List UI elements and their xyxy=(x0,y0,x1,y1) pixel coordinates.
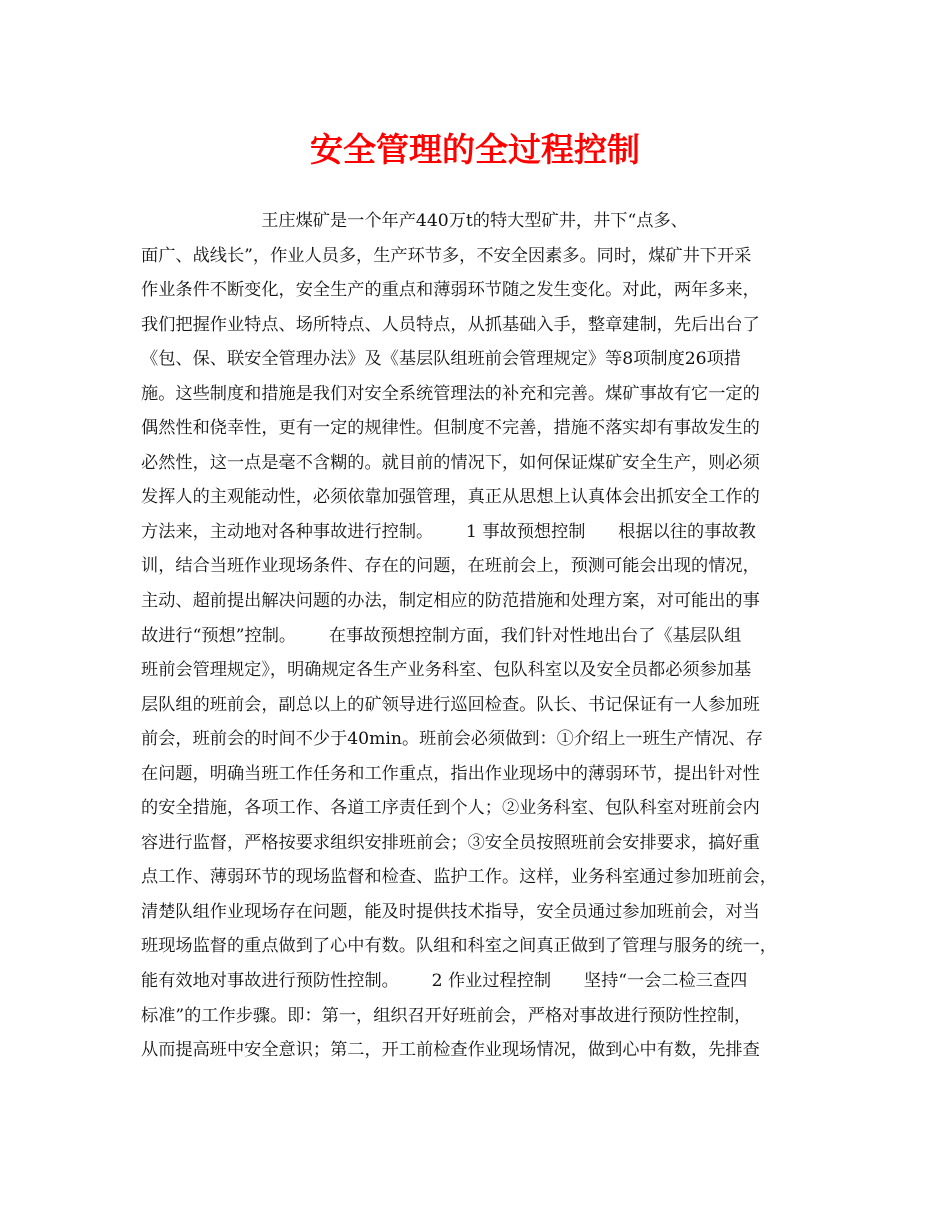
text-line: 施。这些制度和措施是我们对安全系统管理法的补充和完善。煤矿事故有它一定的 xyxy=(141,383,760,404)
text-line: 从而提高班中安全意识；第二，开工前检查作业现场情况，做到心中有数，先排查 xyxy=(141,1040,760,1061)
text-line: 标准”的工作步骤。即：第一，组织召开好班前会，严格对事故进行预防性控制， xyxy=(141,1005,752,1026)
text-line: 必然性，这一点是毫不含糊的。就目前的情况下，如何保证煤矿安全生产，则必须 xyxy=(141,452,760,473)
text-line: 层队组的班前会，副总以上的矿领导进行巡回检查。队长、书记保证有一人参加班 xyxy=(141,694,760,715)
text-line: 故进行“预想”控制。 在事故预想控制方面，我们针对性地出台了《基层队组 xyxy=(141,625,742,646)
body-text xyxy=(141,204,831,1068)
text-line: 班前会管理规定》，明确规定各生产业务科室、包队科室以及安全员都必须参加基 xyxy=(141,660,752,681)
text-line: 班现场监督的重点做到了心中有数。队组和科室之间真正做到了管理与服务的统一， xyxy=(141,936,777,957)
text-line: 王庄煤矿是一个年产440万t的特大型矿井，井下“点多、 xyxy=(141,211,688,231)
text-line: 在问题，明确当班工作任务和工作重点，指出作业现场中的薄弱环节，提出针对性 xyxy=(141,763,760,784)
text-line: 前会，班前会的时间不少于40min。班前会必须做到：①介绍上一班生产情况、存 xyxy=(141,729,763,750)
text-line: 的安全措施，各项工作、各道工序责任到个人；②业务科室、包队科室对班前会内 xyxy=(141,798,760,819)
text-line: 点工作、薄弱环节的现场监督和检查、监护工作。这样，业务科室通过参加班前会， xyxy=(141,867,777,888)
page-title: 安全管理的全过程控制 xyxy=(310,130,640,169)
text-line: 面广、战线长”，作业人员多，生产环节多，不安全因素多。同时，煤矿井下开采 xyxy=(141,245,752,266)
text-line: 偶然性和侥幸性，更有一定的规律性。但制度不完善，措施不落实却有事故发生的 xyxy=(141,418,760,439)
text-line: 作业条件不断变化，安全生产的重点和薄弱环节随之发生变化。对此，两年多来， xyxy=(141,280,760,301)
text-line: 我们把握作业特点、场所特点、人员特点，从抓基础入手，整章建制，先后出台了 xyxy=(141,314,760,335)
text-line: 主动、超前提出解决问题的办法，制定相应的防范措施和处理方案，对可能出的事 xyxy=(141,591,760,612)
text-line: 《包、保、联安全管理办法》及《基层队组班前会管理规定》等8项制度26项措 xyxy=(141,349,741,370)
text-line: 容进行监督，严格按要求组织安排班前会；③安全员按照班前会安排要求，搞好重 xyxy=(141,832,760,853)
text-line: 清楚队组作业现场存在问题，能及时提供技术指导，安全员通过参加班前会，对当 xyxy=(141,901,760,922)
text-line: 方法来，主动地对各种事故进行控制。 1 事故预想控制 根据以往的事故教 xyxy=(141,521,756,542)
text-line: 发挥人的主观能动性，必须依靠加强管理，真正从思想上认真体会出抓安全工作的 xyxy=(141,487,760,508)
text-line: 能有效地对事故进行预防性控制。 2 作业过程控制 坚持“一会二检三查四 xyxy=(141,971,748,992)
text-line: 训，结合当班作业现场条件、存在的问题，在班前会上，预测可能会出现的情况， xyxy=(141,556,760,577)
